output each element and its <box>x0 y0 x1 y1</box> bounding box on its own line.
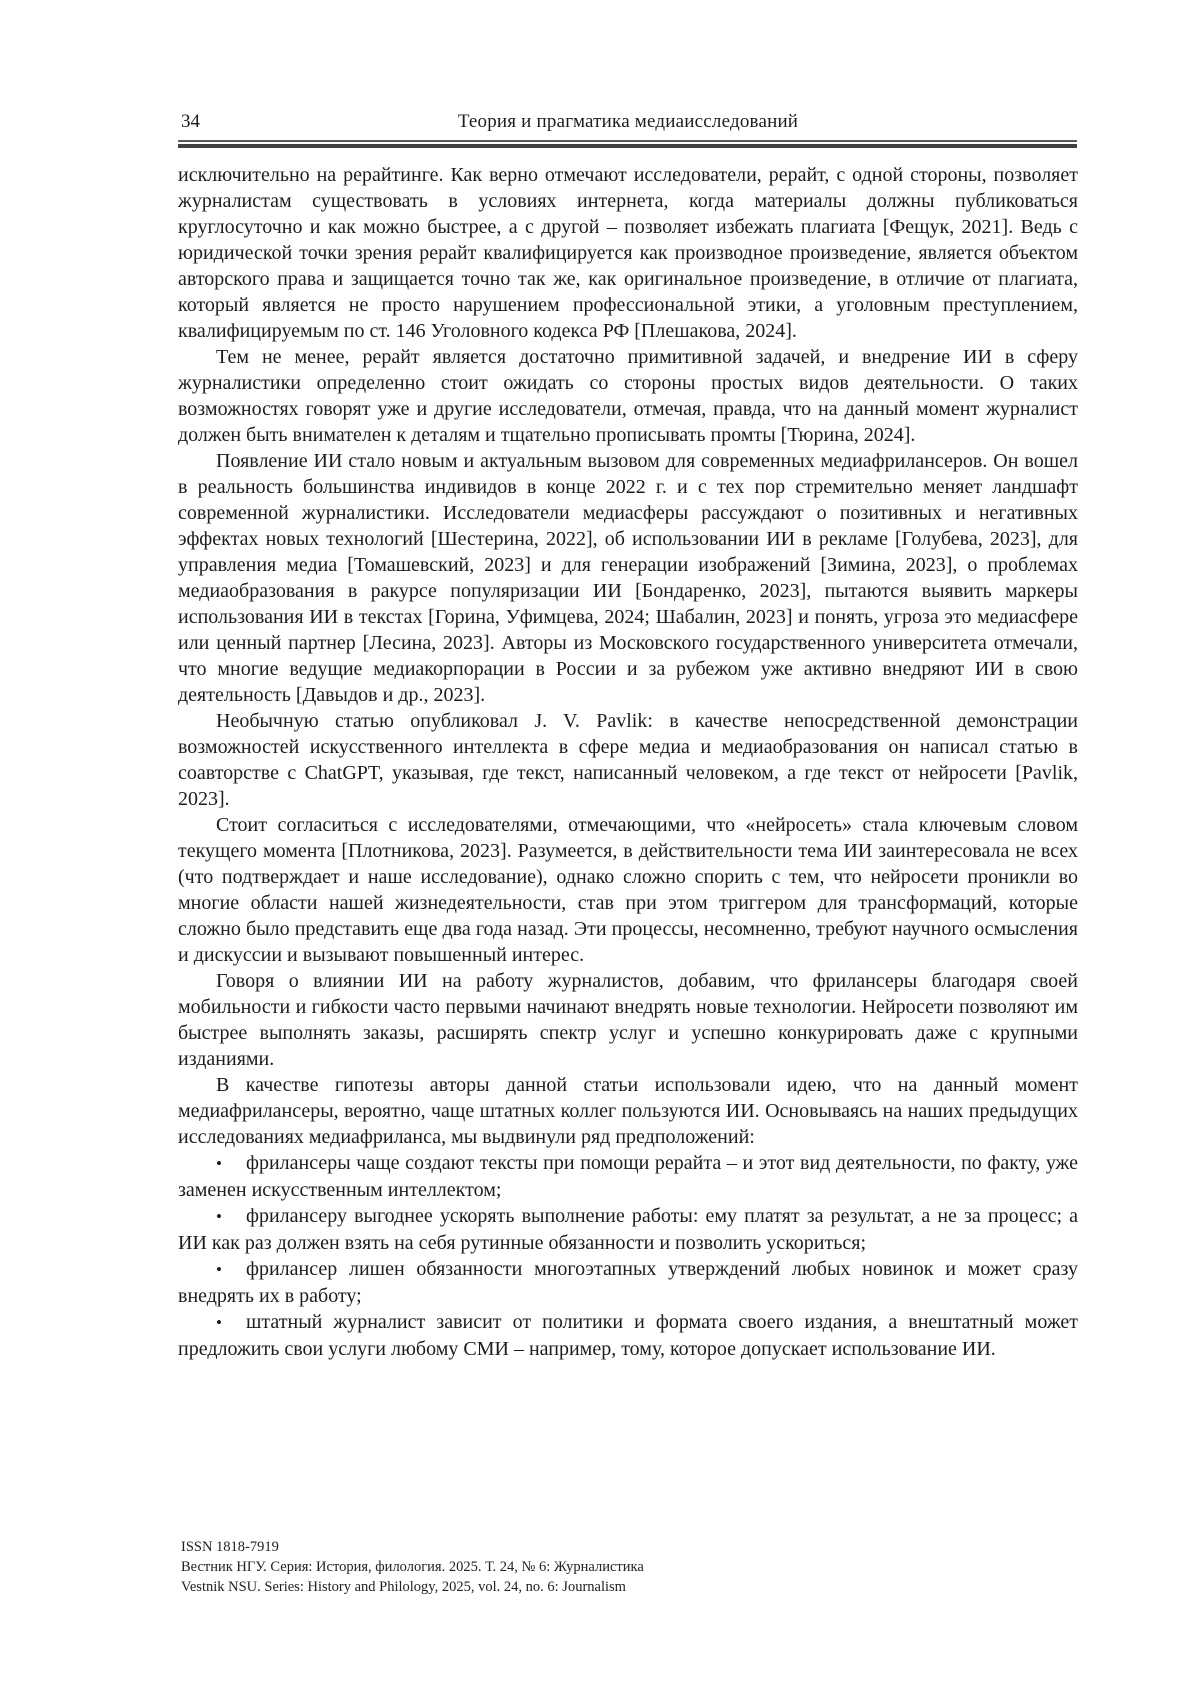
paragraph: Появление ИИ стало новым и актуальным вызовом для современных медиафрилансеров. Он вошел в реальность большинства индивидов в конце 2022 г. и с тех пор стремительно меняет ландшафт современной журналистики. Исследователи медиасферы рассуждают о позитивных и негативных эффектах новых технологий [Шестерина, 2022], об использовании ИИ в рекламе [Голубева, 2023], для управления медиа [Томашевский, 2023] и для генерации изображений [Зимина, 2023], о проблемах медиаобразования в ракурсе популяризации ИИ [Бондаренко, 2023], пытаются выявить маркеры использования ИИ в текстах [Горина, Уфимцева, 2024; Шабалин, 2023] и понять, угроза это медиасфере или ценный партнер [Лесина, 2023]. Авторы из Московского государственного университета отмечали, что многие ведущие медиакорпорации в России и за рубежом уже активно внедряют ИИ в свою деятельность [Давыдов и др., 2023]. <box>178 450 1078 706</box>
bullet-icon: • <box>216 1260 222 1279</box>
header-rule <box>178 140 1077 148</box>
paragraph: исключительно на рерайтинге. Как верно отмечают исследователи, рерайт, с одной стороны, позволяет журналистам существовать в условиях интернета, когда материалы должны публиковаться круглосуточно и как можно быстрее, а с другой – позволяет избежать плагиата [Фещук, 2021]. Ведь с юридической точки зрения рерайт квалифицируется как производное произведение, является объектом авторского права и защищается точно так же, как оригинальное произведение, в отличие от плагиата, который является не просто нарушением профессиональной этики, а уголовным преступлением, квалифицируемым по ст. 146 Уголовного кодекса РФ [Плешакова, 2024]. <box>178 164 1078 342</box>
running-title: Теория и прагматика медиаисследований <box>457 111 799 132</box>
footer-journal-en: Vestnik NSU. Series: History and Philology, 2025, vol. 24, no. 6: Journalism <box>181 1579 626 1595</box>
paragraph: Говоря о влиянии ИИ на работу журналистов, добавим, что фрилансеры благодаря своей мобильности и гибкости часто первыми начинают внедрять новые технологии. Нейросети позволяют им быстрее выполнять заказы, расширять спектр услуг и успешно конкурировать даже с крупными изданиями. <box>178 970 1078 1070</box>
paragraph: В качестве гипотезы авторы данной статьи использовали идею, что на данный момент медиафрилансеры, вероятно, чаще штатных коллег пользуются ИИ. Основываясь на наших предыдущих исследованиях медиафриланса, мы выдвинули ряд предположений: <box>178 1074 1078 1148</box>
bullet-text: фрилансер лишен обязанности многоэтапных утверждений любых новинок и может сразу внедрять их в работу; <box>178 1258 1078 1307</box>
bullet-icon: • <box>216 1154 222 1173</box>
paragraph: Стоит согласиться с исследователями, отмечающими, что «нейросеть» стала ключевым словом текущего момента [Плотникова, 2023]. Разумеется, в действительности тема ИИ заинтересовала не всех (что подтверждает и наше исследование), однако сложно спорить с тем, что нейросети проникли во многие области нашей жизнедеятельности, став при этом триггером для трансформаций, которые сложно было представить еще два года назад. Эти процессы, несомненно, требуют научного осмысления и дискуссии и вызывают повышенный интерес. <box>178 814 1078 966</box>
bullet-item <box>178 1309 1078 1362</box>
bullet-text: фрилансеру выгоднее ускорять выполнение работы: ему платят за результат, а не за процесс; а ИИ как раз должен взять на себя рутинные обязанности и позволить ускориться; <box>178 1205 1078 1254</box>
bullet-item <box>178 1203 1078 1256</box>
paragraph: Необычную статью опубликовал J. V. Pavlik: в качестве непосредственной демонстрации возможностей искусственного интеллекта в сфере медиа и медиаобразования он написал статью в соавторстве с ChatGPT, указывая, где текст, написанный человеком, а где текст от нейросети [Pavlik, 2023]. <box>178 710 1078 810</box>
bullet-item <box>178 1256 1078 1309</box>
paragraph: Тем не менее, рерайт является достаточно примитивной задачей, и внедрение ИИ в сферу журналистики определенно стоит ожидать со стороны простых видов деятельности. О таких возможностях говорят уже и другие исследователи, отмечая, правда, что на данный момент журналист должен быть внимателен к деталям и тщательно прописывать промты [Тюрина, 2024]. <box>178 346 1078 446</box>
page-number: 34 <box>181 111 200 132</box>
running-header <box>178 110 1078 136</box>
bullet-text: фрилансеры чаще создают тексты при помощи рерайта – и этот вид деятельности, по факту, уже заменен искусственным интеллектом; <box>178 1152 1078 1201</box>
page-footer <box>181 1537 1081 1597</box>
bullet-icon: • <box>216 1313 222 1332</box>
footer-issn: ISSN 1818-7919 <box>181 1539 279 1555</box>
bullet-icon: • <box>216 1207 222 1226</box>
bullet-item <box>178 1150 1078 1203</box>
footer-journal-ru: Вестник НГУ. Серия: История, филология. 2025. Т. 24, № 6: Журналистика <box>181 1559 644 1575</box>
bullet-text: штатный журналист зависит от политики и формата своего издания, а внештатный может предложить свои услуги любому СМИ – например, тому, которое допускает использование ИИ. <box>178 1311 1078 1360</box>
article-body <box>178 162 1078 1362</box>
